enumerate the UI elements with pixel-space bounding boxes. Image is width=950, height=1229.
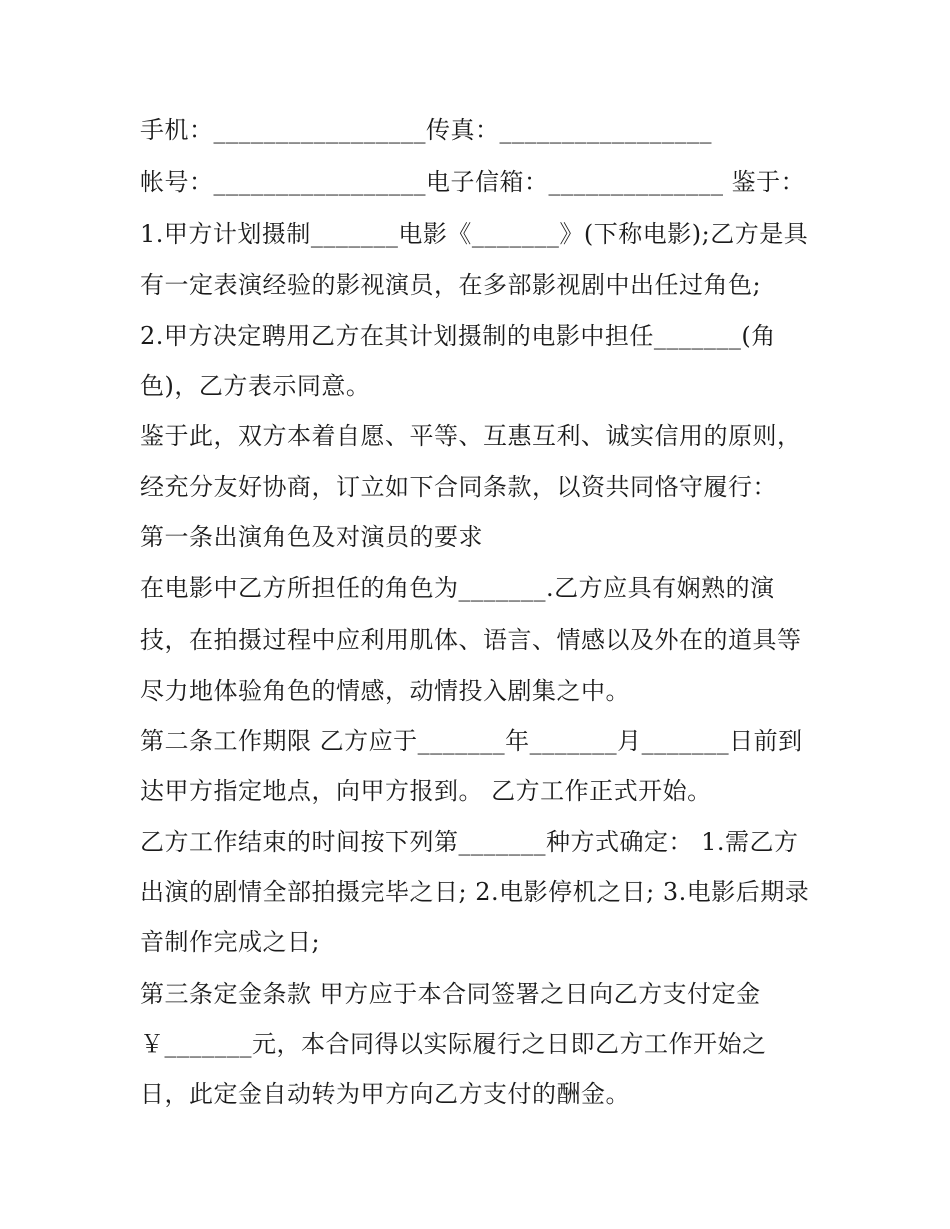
text-line: 出演的剧情全部拍摄完毕之日; 2.电影停机之日; 3.电影后期录 — [140, 878, 810, 906]
text-line: 在电影中乙方所担任的角色为_______.乙方应具有娴熟的演 — [140, 574, 775, 602]
text-line: 日，此定金自动转为甲方向乙方支付的酬金。 — [140, 1080, 630, 1108]
text-line: 技，在拍摄过程中应利用肌体、语言、情感以及外在的道具等 — [140, 626, 802, 654]
text-line: 经充分友好协商，订立如下合同条款，以资共同恪守履行： — [140, 473, 777, 501]
text-line: 音制作完成之日; — [140, 928, 321, 956]
text-line: 有一定表演经验的影视演员，在多部影视剧中出任过角色; — [140, 271, 762, 299]
text-line: ￥_______元，本合同得以实际履行之日即乙方工作开始之 — [140, 1030, 767, 1058]
text-line: 鉴于此，双方本着自愿、平等、互惠互利、诚实信用的原则， — [140, 422, 802, 450]
section-heading: 第一条出演角色及对演员的要求 — [140, 523, 483, 551]
section-heading: 第三条定金条款 甲方应于本合同签署之日向乙方支付定金 — [140, 980, 761, 1008]
text-line: 达甲方指定地点，向甲方报到。 乙方工作正式开始。 — [140, 777, 712, 805]
text-line: 尽力地体验角色的情感，动情投入剧集之中。 — [140, 677, 630, 705]
text-line: 帐号：_________________电子信箱：______________ 鉴于： — [140, 168, 806, 196]
text-line: 2.甲方决定聘用乙方在其计划摄制的电影中担任_______(角 — [140, 322, 776, 350]
text-line: 乙方工作结束的时间按下列第_______种方式确定： 1.需乙方 — [140, 828, 799, 856]
text-line: 1.甲方计划摄制_______电影《_______》(下称电影);乙方是具 — [140, 220, 809, 248]
section-heading: 第二条工作期限 乙方应于_______年_______月_______日前到 — [140, 727, 803, 755]
text-line: 色)，乙方表示同意。 — [140, 372, 371, 400]
text-line: 手机：_________________传真：_________________ — [140, 116, 712, 144]
